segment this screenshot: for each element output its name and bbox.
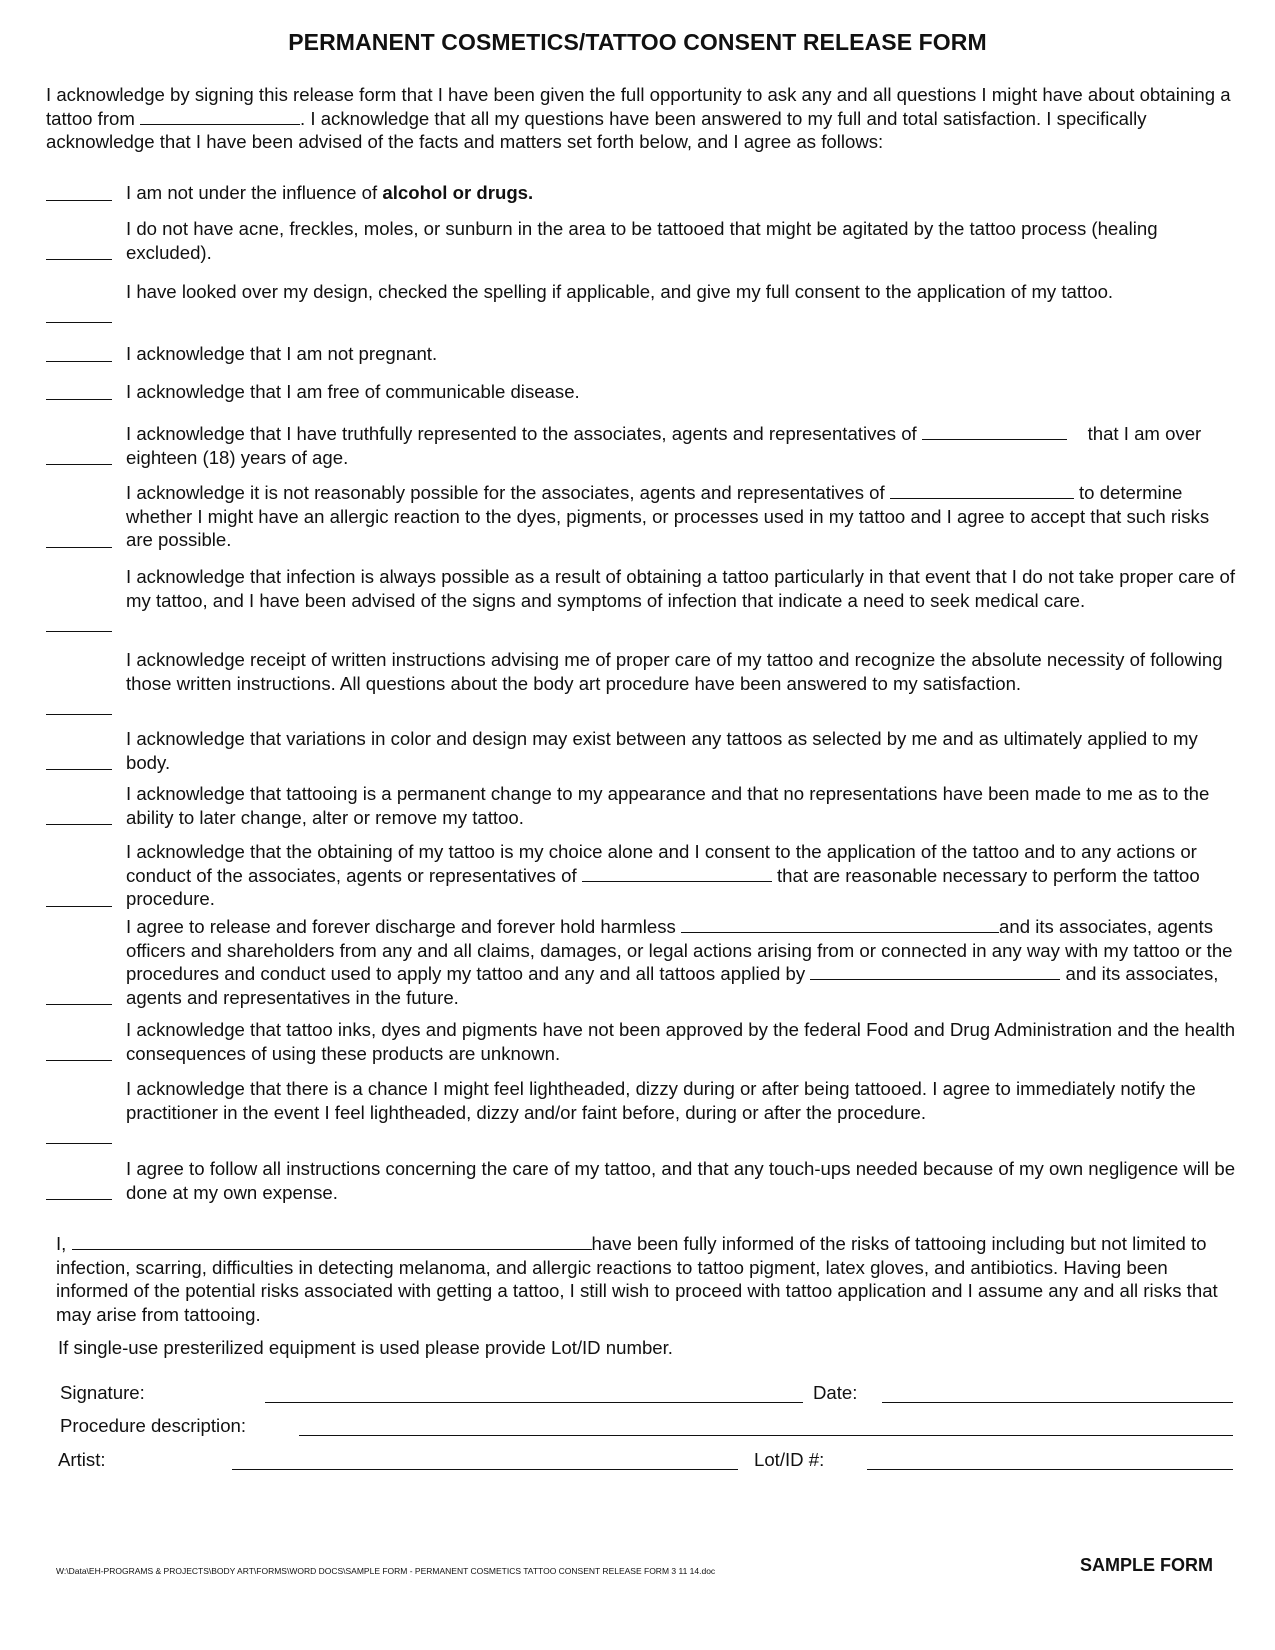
item-text-mid: and its associates, agents officers and shareholders from any and all claims, damages, or legal actions arising from or connected in any way with my tattoo or the procedures and conduct used to apply my tattoo and any and all tattoos applied by: [126, 916, 1233, 984]
procedure-label: Procedure description:: [60, 1415, 247, 1436]
initial-blank[interactable]: [46, 1199, 112, 1200]
item-text-pre: I am not under the influence of: [126, 182, 383, 203]
consent-item-7: [0, 481, 1275, 552]
initial-blank[interactable]: [46, 1060, 112, 1061]
consent-item-12: [0, 840, 1275, 911]
attest-body: have been fully informed of the risks of tattooing including but not limited to infection, scarring, difficulties in detecting melanoma, and allergic reactions to tattoo pigment, latex gloves, and antibiotics. Having been informed of the potential risks associated with getting a tattoo, I still wish to proceed with tattoo application and I assume any and all risks that may arise from tattooing.: [56, 1233, 1218, 1325]
initial-blank[interactable]: [46, 824, 112, 825]
initial-blank[interactable]: [46, 906, 112, 907]
consent-item-text: I acknowledge that I am free of communicable disease.: [126, 381, 580, 402]
consent-item-9: [0, 648, 1275, 719]
consent-item-text: I acknowledge that tattooing is a permanent change to my appearance and that no representations have been made to me as to the ability to later change, alter or remove my tattoo.: [126, 783, 1210, 828]
consent-item-14: [0, 1018, 1275, 1065]
consent-item-text: [126, 481, 1236, 552]
consent-item-text: [126, 181, 1236, 205]
initial-blank[interactable]: [46, 399, 112, 400]
consent-item-text: I agree to follow all instructions concerning the care of my tattoo, and that any touch-ups needed because of my own negligence will be done at my own expense.: [126, 1158, 1236, 1203]
footer-file-path: W:\Data\EH-PROGRAMS & PROJECTS\BODY ART\FORMS\WORD DOCS\SAMPLE FORM - PERMANENT COSMETICS TATTOO CONSENT RELEASE FORM 3 11 14.doc: [56, 1566, 716, 1576]
consent-item-6: [0, 422, 1275, 469]
artist-line[interactable]: [232, 1469, 738, 1470]
consent-item-text: I do not have acne, freckles, moles, or sunburn in the area to be tattooed that might be agitated by the tattoo process (healing excluded).: [126, 218, 1158, 263]
attestation-paragraph: [56, 1232, 1226, 1326]
consent-item-1: [0, 181, 1275, 205]
consent-item-text: I acknowledge that I am not pregnant.: [126, 343, 438, 364]
consent-item-text: I have looked over my design, checked the spelling if applicable, and give my full consent to the application of my tattoo.: [126, 281, 1114, 302]
form-title: PERMANENT COSMETICS/TATTOO CONSENT RELEASE FORM: [288, 29, 987, 55]
business-name-blank[interactable]: [582, 864, 772, 882]
date-label: Date:: [813, 1382, 858, 1403]
signature-label: Signature:: [60, 1382, 145, 1403]
consent-item-text: [126, 422, 1236, 469]
consent-item-2: [0, 217, 1275, 264]
item-text-post: that I am over eighteen (18) years of age.: [126, 423, 1202, 468]
consent-item-4: [0, 342, 1275, 366]
intro-paragraph: [46, 83, 1241, 154]
initial-blank[interactable]: [46, 200, 112, 201]
initial-blank[interactable]: [46, 714, 112, 715]
consent-item-13: [0, 915, 1275, 1009]
artist-label: Artist:: [58, 1449, 106, 1470]
consent-item-text: [126, 915, 1236, 1009]
item-text-pre: I acknowledge that the obtaining of my tattoo is my choice alone and I consent to the application of the tattoo and to any actions or conduct of the associates, agents or representatives of: [126, 841, 1197, 886]
consent-item-8: [0, 565, 1275, 636]
consent-item-text: I acknowledge that variations in color and design may exist between any tattoos as selected by me and as ultimately applied to my body.: [126, 728, 1198, 773]
initial-blank[interactable]: [46, 547, 112, 548]
initial-blank[interactable]: [46, 1004, 112, 1005]
business-name-blank[interactable]: [890, 481, 1074, 499]
consent-item-text: [126, 840, 1236, 911]
business-name-blank[interactable]: [922, 422, 1067, 440]
item-text-post: to determine whether I might have an allergic reaction to the dyes, pigments, or processes used in my tattoo and I agree to accept that such risks are possible.: [126, 482, 1210, 550]
item-text-post: and its associates, agents and representatives in the future.: [126, 963, 1219, 1008]
item-text-pre: I acknowledge that I have truthfully represented to the associates, agents and representatives of: [126, 423, 917, 444]
item-text-pre: I acknowledge it is not reasonably possible for the associates, agents and representatives of: [126, 482, 885, 503]
lot-id-line[interactable]: [867, 1469, 1233, 1470]
artist-name-blank[interactable]: [140, 107, 300, 125]
procedure-line[interactable]: [299, 1435, 1233, 1436]
lot-id-note: If single-use presterilized equipment is used please provide Lot/ID number.: [58, 1337, 673, 1358]
consent-item-5: [0, 380, 1275, 404]
consent-item-15: [0, 1077, 1275, 1148]
intro-text-2: . I acknowledge that all my questions have been answered to my full and total satisfaction. I specifically acknowledge that I have been advised of the facts and matters set forth below, and I agree as follows:: [46, 107, 1147, 152]
consent-item-text: I acknowledge receipt of written instructions advising me of proper care of my tattoo and recognize the absolute necessity of following those written instructions. All questions about the body art procedure have been answered to my satisfaction.: [126, 649, 1223, 694]
date-line[interactable]: [882, 1402, 1233, 1403]
business-name-blank[interactable]: [681, 915, 999, 933]
initial-blank[interactable]: [46, 1143, 112, 1144]
attest-prefix: I,: [56, 1233, 67, 1254]
item-text-bold: alcohol or drugs.: [382, 182, 534, 203]
client-name-blank[interactable]: [72, 1232, 592, 1250]
consent-item-text: I acknowledge that there is a chance I might feel lightheaded, dizzy during or after being tattooed. I agree to immediately notify the practitioner in the event I feel lightheaded, dizzy and/or faint before, during or after the procedure.: [126, 1078, 1196, 1123]
intro-text-1: I acknowledge by signing this release form that I have been given the full opportunity to ask any and all questions I might have about obtaining a tattoo from: [46, 84, 1231, 129]
initial-blank[interactable]: [46, 361, 112, 362]
item-text-post: that are reasonable necessary to perform the tattoo procedure.: [126, 864, 1200, 909]
consent-item-10: [0, 727, 1275, 774]
initial-blank[interactable]: [46, 464, 112, 465]
consent-item-3: [0, 280, 1275, 327]
initial-blank[interactable]: [46, 631, 112, 632]
initial-blank[interactable]: [46, 259, 112, 260]
consent-item-text: I acknowledge that tattoo inks, dyes and pigments have not been approved by the federal Food and Drug Administration and the health consequences of using these products are unknown.: [126, 1019, 1236, 1064]
initial-blank[interactable]: [46, 322, 112, 323]
consent-item-text: I acknowledge that infection is always possible as a result of obtaining a tattoo particularly in that event that I do not take proper care of my tattoo, and I have been advised of the signs and symptoms of infection that indicate a need to seek medical care.: [126, 566, 1236, 611]
consent-item-16: [0, 1157, 1275, 1204]
consent-item-11: [0, 782, 1275, 829]
signature-line[interactable]: [265, 1402, 803, 1403]
sample-form-tag: SAMPLE FORM: [1080, 1555, 1213, 1575]
business-name-blank-2[interactable]: [810, 962, 1060, 980]
initial-blank[interactable]: [46, 769, 112, 770]
item-text-pre: I agree to release and forever discharge and forever hold harmless: [126, 916, 676, 937]
lot-id-label: Lot/ID #:: [754, 1449, 825, 1470]
